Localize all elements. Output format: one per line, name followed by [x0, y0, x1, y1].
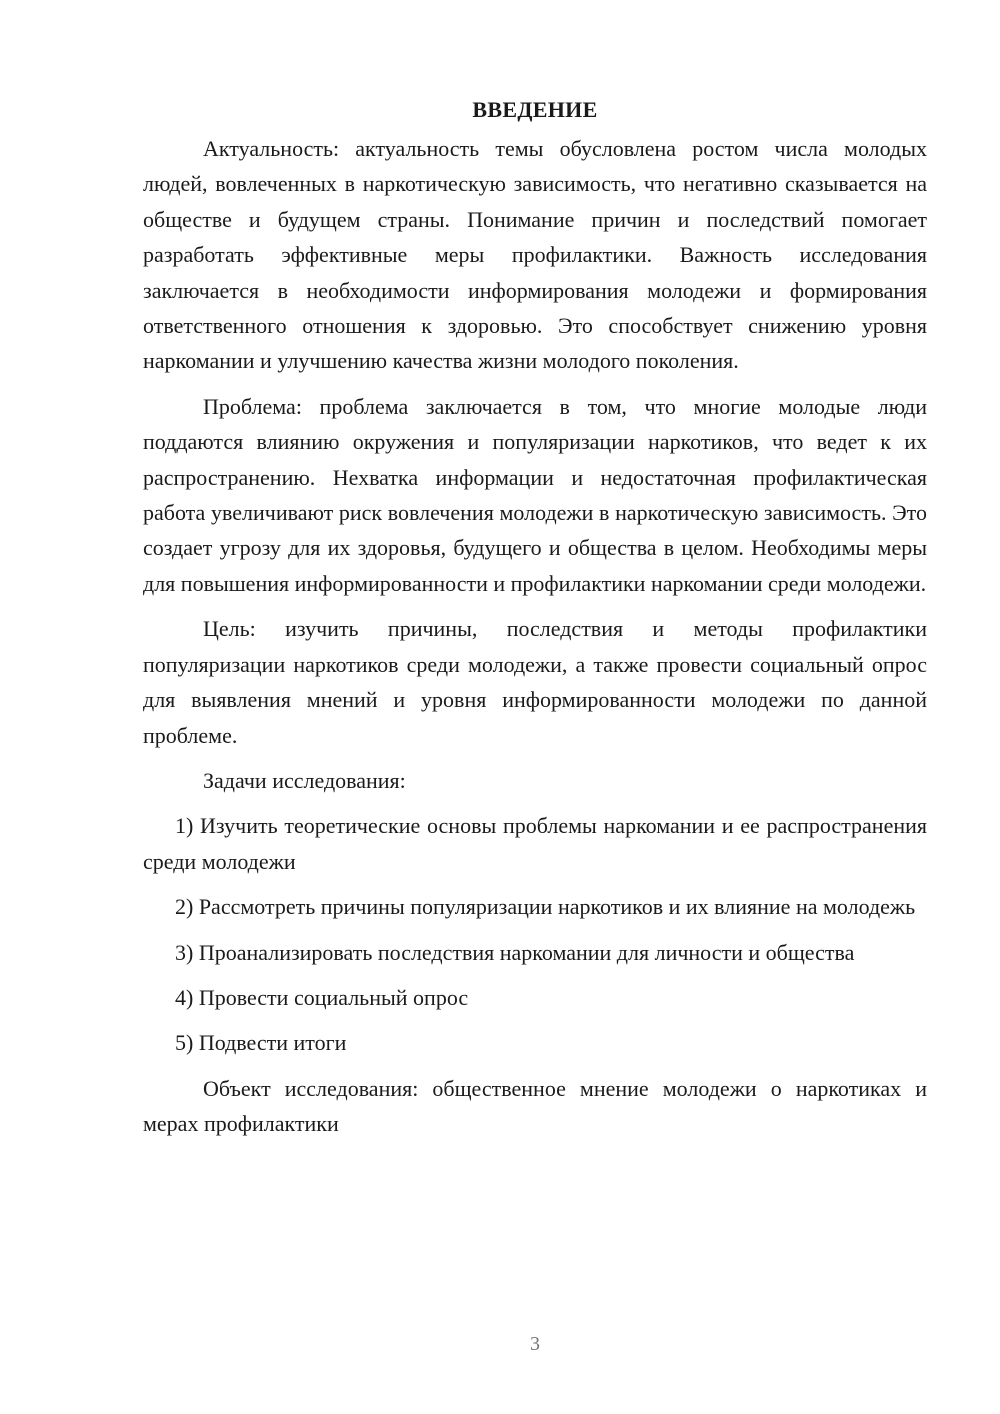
- section-title: ВВЕДЕНИЕ: [472, 97, 598, 122]
- task-item: 3) Проанализировать последствия наркомании для личности и общества: [175, 939, 855, 965]
- task-item: 2) Рассмотреть причины популяризации наркотиков и их влияние на молодежь: [175, 894, 916, 920]
- object-paragraph: Объект исследования: общественное мнение молодежи о наркотиках и мерах профилактики: [143, 1075, 927, 1137]
- document-page: [143, 93, 927, 1152]
- tasks-heading: Задачи исследования:: [203, 767, 406, 793]
- relevance-paragraph: Актуальность: актуальность темы обусловлена ростом числа молодых людей, вовлеченных в наркотическую зависимость, что негативно сказывается на обществе и будущем страны. Понимание причин и последствий помогает разработать эффективные меры профилактики. Важность исследования заключается в необходимости информирования молодежи и формирования ответственного отношения к здоровью. Это способствует снижению уровня наркомании и улучшению качества жизни молодого поколения.: [143, 136, 927, 374]
- problem-paragraph: Проблема: проблема заключается в том, что многие молодые люди поддаются влиянию окружения и популяризации наркотиков, что ведет к их распространению. Нехватка информации и недостаточная профилактическая работа увеличивают риск вовлечения молодежи в наркотическую зависимость. Это создает угрозу для их здоровья, будущего и общества в целом. Необходимы меры для повышения информированности и профилактики наркомании среди молодежи.: [143, 393, 927, 596]
- task-item: 5) Подвести итоги: [175, 1030, 347, 1056]
- goal-paragraph: Цель: изучить причины, последствия и методы профилактики популяризации наркотиков среди молодежи, а также провести социальный опрос для выявления мнений и уровня информированности молодежи по данной проблеме.: [143, 616, 927, 748]
- task-item: 1) Изучить теоретические основы проблемы наркомании и ее распространения среди молодежи: [143, 813, 927, 874]
- page-number: 3: [530, 1333, 540, 1355]
- task-item: 4) Провести социальный опрос: [175, 984, 469, 1010]
